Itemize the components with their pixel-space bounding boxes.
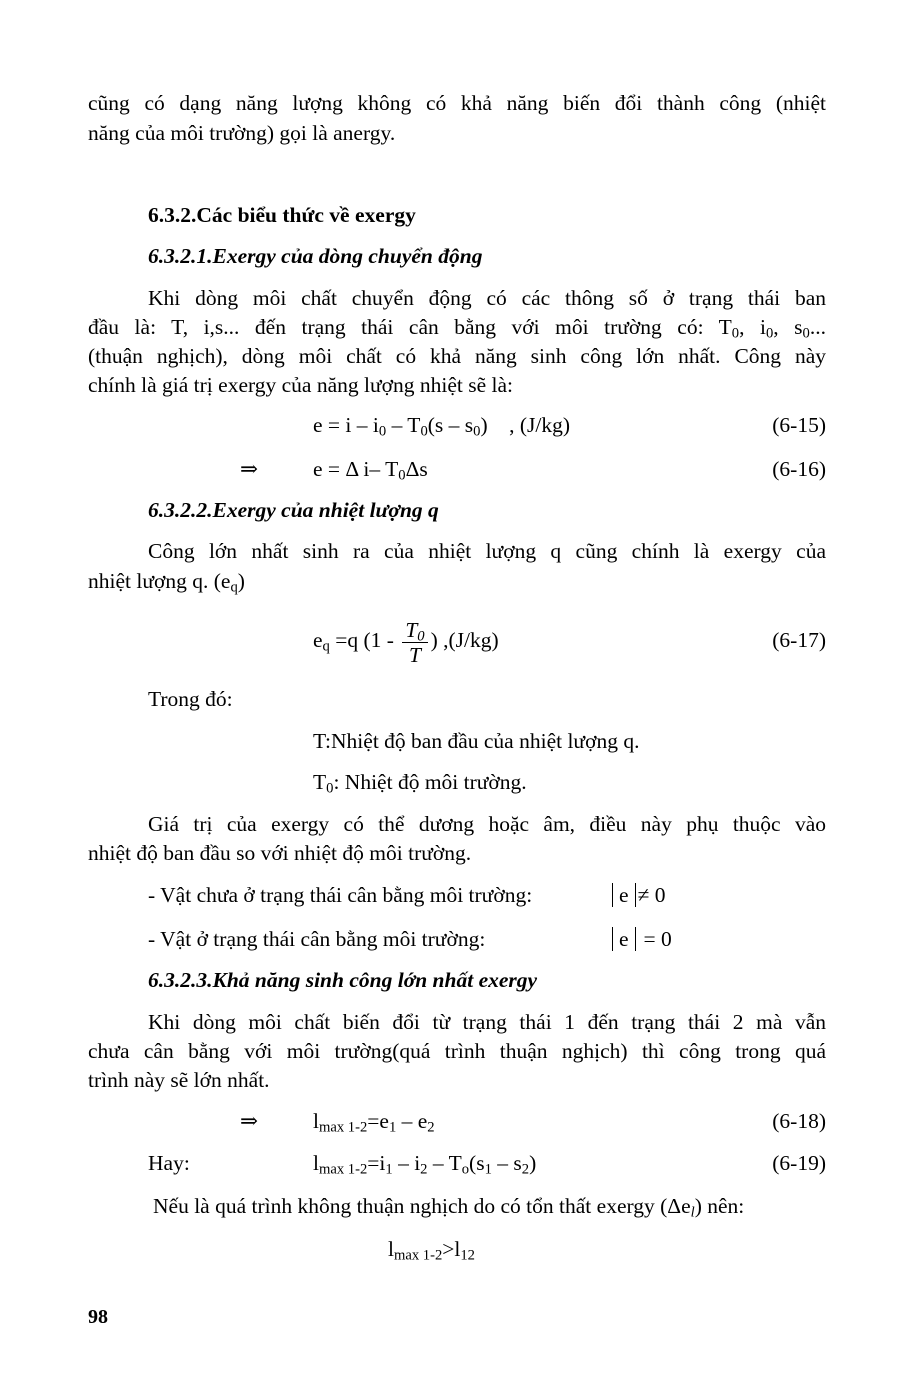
para-exergy-sign-line-2: nhiệt độ ban đầu so với nhiệt độ môi trường.: [88, 841, 472, 865]
subsection-heading-6-3-2-2: 6.3.2.2.Exergy của nhiệt lượng q: [148, 498, 439, 522]
text: l: [313, 1109, 319, 1133]
definition-T0: [313, 769, 527, 795]
text: – i: [392, 1151, 421, 1175]
equation-number-6-15: (6-15): [772, 413, 826, 437]
para-6-3-2-2-line-1: Công lớn nhất sinh ra của nhiệt lượng q cũng chính là exergy của: [148, 539, 826, 563]
subscript: 0: [802, 325, 810, 342]
definition-T: T:Nhiệt độ ban đầu của nhiệt lượng q.: [313, 729, 640, 753]
implies-arrow-icon: ⇒: [240, 1109, 259, 1133]
inequality-lmax: [388, 1236, 475, 1262]
subscript: 0: [378, 423, 387, 440]
equation-number-6-19: (6-19): [772, 1151, 826, 1175]
text: >l: [442, 1237, 461, 1261]
equation-number-6-16: (6-16): [772, 457, 826, 481]
text: =q (1 -: [329, 628, 400, 652]
equation-6-15: [313, 412, 570, 438]
relation: = 0: [643, 927, 672, 951]
text: ) nên:: [694, 1194, 745, 1218]
equation-6-19: [313, 1150, 536, 1176]
subscript: 0: [417, 628, 425, 645]
subscript: 0: [420, 423, 428, 440]
subscript: 0: [398, 467, 406, 484]
condition-equilibrium-expr: [612, 926, 672, 952]
subscript: 0: [326, 780, 334, 797]
or-label: Hay:: [148, 1151, 190, 1175]
equation-6-18: [313, 1108, 435, 1134]
relation: ≠ 0: [637, 883, 666, 907]
equation-number-6-17: (6-17): [772, 628, 826, 652]
text: ) ,(J/kg): [430, 628, 499, 652]
text: (s: [469, 1151, 485, 1175]
para-exergy-sign-line-1: Giá trị của exergy có thể dương hoặc âm, điều này phụ thuộc vào: [148, 812, 826, 836]
section-heading-6-3-2: 6.3.2.Các biểu thức về exergy: [148, 203, 416, 227]
para-6-3-2-1-line-4: chính là giá trị exergy của năng lượng nhiệt sẽ là:: [88, 373, 514, 397]
text: e: [313, 628, 323, 652]
fraction-denominator: T: [408, 642, 421, 667]
text: l: [313, 1151, 319, 1175]
subscript: 0: [765, 325, 774, 342]
text: ): [480, 413, 488, 437]
text: – s: [491, 1151, 522, 1175]
text: ...: [809, 315, 826, 339]
text: Δs: [405, 457, 428, 481]
text: T: [313, 770, 327, 794]
para-6-3-2-1-line-3: (thuận nghịch), dòng môi chất có khả năng sinh công lớn nhất. Công này: [88, 344, 826, 368]
text: l: [388, 1237, 394, 1261]
text: =i: [367, 1151, 386, 1175]
equation-6-16: [313, 456, 428, 482]
text: – T: [427, 1151, 462, 1175]
text: – T: [386, 413, 421, 437]
para-6-3-2-3-line-2: chưa cân bằng với môi trường(quá trình thuận nghịch) thì công trong quá: [88, 1039, 826, 1063]
text: – e: [396, 1109, 428, 1133]
subscript: q: [322, 638, 330, 655]
subscript: l: [690, 1204, 695, 1221]
text: , s: [773, 315, 803, 339]
subscript: 1: [385, 1161, 393, 1178]
subscript: 2: [420, 1161, 428, 1178]
implies-arrow-icon: ⇒: [240, 457, 259, 481]
text: e = i – i: [313, 413, 379, 437]
equation-6-17: [313, 610, 499, 670]
page-number: 98: [88, 1306, 108, 1328]
text: ): [237, 569, 245, 593]
para-6-3-2-3-line-3: trình này sẽ lớn nhất.: [88, 1068, 270, 1092]
para-6-3-2-2-line-2: [88, 568, 245, 594]
text: =e: [367, 1109, 389, 1133]
condition-equilibrium: - Vật ở trạng thái cân bằng môi trường:: [148, 927, 486, 951]
intro-line-1: cũng có dạng năng lượng không có khả năng biến đổi thành công (nhiệt: [88, 91, 826, 115]
text: (s – s: [427, 413, 474, 437]
text: nhiệt lượng q. (e: [88, 569, 231, 593]
equation-number-6-18: (6-18): [772, 1109, 826, 1133]
unit: , (J/kg): [487, 413, 571, 437]
subscript: 2: [427, 1119, 435, 1136]
text: , i: [739, 315, 766, 339]
condition-not-equilibrium: - Vật chưa ở trạng thái cân bằng môi trường:: [148, 883, 533, 907]
text: T: [405, 617, 418, 642]
text: Nếu là quá trình không thuận nghịch do có tổn thất exergy (Δe: [153, 1194, 691, 1218]
subscript: 0: [473, 423, 481, 440]
fraction-numerator: [402, 618, 427, 643]
irreversible-process-text: [153, 1193, 744, 1219]
subscript: q: [230, 579, 238, 596]
absolute-value: e: [612, 883, 636, 907]
subsection-heading-6-3-2-1: 6.3.2.1.Exergy của dòng chuyển động: [148, 244, 483, 268]
fraction: [402, 618, 427, 667]
subscript: max 1-2: [318, 1119, 368, 1136]
subscript: o: [461, 1161, 470, 1178]
text: : Nhiệt độ môi trường.: [333, 770, 527, 794]
subscript: max 1-2: [393, 1247, 443, 1264]
where-label: Trong đó:: [148, 687, 233, 711]
condition-not-equilibrium-expr: [612, 882, 665, 908]
subscript: 1: [388, 1119, 397, 1136]
subscript: max 1-2: [318, 1161, 368, 1178]
absolute-value: e: [612, 927, 636, 951]
text: đầu là: T, i,s... đến trạng thái cân bằng với môi trường có: T: [88, 315, 732, 339]
text: ): [529, 1151, 537, 1175]
subscript: 12: [460, 1247, 475, 1264]
intro-line-2: năng của môi trường) gọi là anergy.: [88, 121, 396, 145]
subscript: 1: [484, 1161, 492, 1178]
subscript: 0: [731, 325, 740, 342]
subscript: 2: [521, 1161, 530, 1178]
subsection-heading-6-3-2-3: 6.3.2.3.Khả năng sinh công lớn nhất exergy: [148, 968, 538, 992]
para-6-3-2-1-line-2: [88, 314, 826, 340]
text: e = Δ i– T: [313, 457, 399, 481]
para-6-3-2-3-line-1: Khi dòng môi chất biến đổi từ trạng thái 1 đến trạng thái 2 mà vẫn: [148, 1010, 826, 1034]
para-6-3-2-1-line-1: Khi dòng môi chất chuyển động có các thông số ở trạng thái ban: [148, 286, 826, 310]
